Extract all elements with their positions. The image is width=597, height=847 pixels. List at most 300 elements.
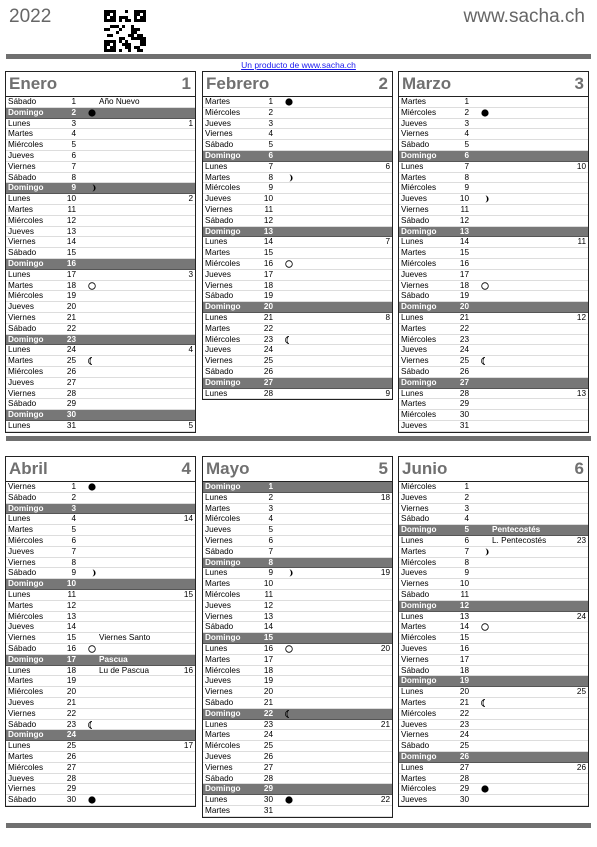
day-row (399, 730, 588, 741)
week-number: 15 (183, 589, 193, 599)
day-row (6, 227, 195, 238)
weekday-label: Lunes (205, 795, 228, 805)
day-number: 23 (66, 719, 76, 729)
day-row (203, 356, 392, 367)
day-row (6, 568, 195, 579)
weekday-label: Lunes (205, 237, 228, 247)
day-number: 22 (459, 323, 469, 333)
weekday-label: Miércoles (205, 741, 241, 751)
weekday-label: Lunes (401, 611, 424, 621)
weekday-label: Martes (401, 622, 427, 632)
month-header (6, 72, 195, 97)
day-number: 29 (66, 399, 76, 409)
day-row (203, 248, 392, 259)
day-number: 18 (459, 280, 469, 290)
day-number: 23 (459, 334, 469, 344)
day-row (6, 752, 195, 763)
weekday-label: Martes (401, 248, 427, 258)
day-number: 11 (264, 204, 273, 214)
weekday-label: Miércoles (401, 482, 437, 491)
weekday-label: Martes (8, 356, 34, 366)
weekday-label: Miércoles (8, 535, 44, 545)
day-row (203, 259, 392, 270)
weekday-label: Viernes (401, 654, 429, 664)
day-number: 16 (66, 258, 76, 268)
day-row (399, 129, 588, 140)
week-number: 22 (380, 795, 390, 805)
day-number: 28 (263, 773, 273, 783)
weekday-label: Domingo (8, 183, 44, 193)
weekday-label: Jueves (401, 719, 427, 729)
day-number: 7 (71, 161, 76, 171)
day-row (203, 612, 392, 623)
day-number: 26 (66, 366, 76, 376)
site-label: www.sacha.ch (463, 6, 585, 27)
day-number: 16 (66, 643, 76, 653)
week-number: 11 (577, 237, 586, 247)
day-row (6, 399, 195, 410)
day-number: 24 (263, 345, 273, 355)
week-number: 4 (188, 345, 193, 355)
weekday-label: Sábado (205, 697, 234, 707)
week-number: 1 (188, 118, 193, 128)
weekday-label: Miércoles (205, 665, 241, 675)
week-number: 24 (576, 611, 586, 621)
day-row (203, 205, 392, 216)
day-number: 17 (263, 654, 273, 664)
weekday-label: Domingo (8, 334, 44, 344)
day-number: 17 (459, 269, 469, 279)
day-row (203, 291, 392, 302)
day-number: 6 (464, 150, 469, 160)
day-number: 3 (268, 503, 273, 513)
day-number: 11 (460, 204, 469, 214)
week-number: 10 (576, 161, 586, 171)
day-row (399, 324, 588, 335)
day-number: 24 (66, 730, 76, 740)
day-number: 22 (263, 708, 273, 718)
day-number: 21 (66, 697, 76, 707)
week-number: 12 (576, 312, 586, 322)
holiday-label: Pentecostés (492, 525, 541, 535)
day-row (399, 514, 588, 525)
weekday-label: Martes (8, 280, 34, 290)
weekday-label: Domingo (401, 302, 437, 312)
day-row (399, 367, 588, 378)
divider (6, 54, 591, 59)
weekday-label: Jueves (401, 568, 427, 578)
week-number: 26 (576, 762, 586, 772)
day-number: 23 (66, 334, 76, 344)
day-row (399, 525, 588, 536)
day-number: 24 (459, 730, 469, 740)
day-row (399, 291, 588, 302)
day-row (203, 367, 392, 378)
day-number: 12 (263, 215, 273, 225)
weekday-label: Domingo (205, 302, 241, 312)
weekday-label: Martes (8, 129, 34, 139)
day-number: 1 (268, 482, 273, 491)
day-number: 4 (268, 514, 273, 524)
day-row (203, 302, 392, 313)
day-number: 9 (71, 568, 76, 578)
day-row (6, 482, 195, 493)
day-row (203, 335, 392, 346)
weekday-label: Sábado (401, 665, 430, 675)
weekday-label: Lunes (205, 312, 228, 322)
weekday-label: Sábado (401, 589, 430, 599)
day-row (203, 676, 392, 687)
day-row (6, 590, 195, 601)
weekday-label: Jueves (401, 194, 427, 204)
weekday-label: Martes (8, 525, 34, 535)
day-number: 21 (459, 697, 469, 707)
month-number: 4 (181, 459, 191, 478)
day-row (399, 183, 588, 194)
day-row (6, 356, 195, 367)
day-number: 10 (263, 579, 273, 589)
day-row (203, 666, 392, 677)
day-number: 20 (66, 302, 76, 312)
day-number: 15 (263, 248, 273, 258)
weekday-label: Sábado (401, 514, 430, 524)
first-quarter-moon-icon (481, 195, 489, 203)
day-row (6, 622, 195, 633)
day-row (203, 129, 392, 140)
day-row (203, 806, 392, 817)
weekday-label: Martes (401, 399, 427, 409)
day-row (399, 655, 588, 666)
weekday-label: Viernes (205, 129, 233, 139)
weekday-label: Miércoles (8, 687, 44, 697)
day-number: 18 (263, 280, 273, 290)
day-row (399, 345, 588, 356)
week-number: 25 (576, 687, 586, 697)
day-row (399, 248, 588, 259)
weekday-label: Sábado (8, 795, 37, 805)
weekday-label: Viernes (8, 482, 36, 491)
day-number: 17 (66, 269, 76, 279)
weekday-label: Sábado (8, 323, 37, 333)
day-row (6, 698, 195, 709)
day-row (6, 795, 195, 806)
day-row (399, 227, 588, 238)
day-row (203, 389, 392, 400)
day-number: 30 (66, 410, 76, 420)
weekday-label: Viernes (8, 708, 36, 718)
weekday-label: Viernes (205, 204, 233, 214)
day-number: 9 (268, 183, 273, 193)
day-number: 26 (459, 751, 469, 761)
weekday-label: Miércoles (205, 334, 241, 344)
day-row (6, 324, 195, 335)
day-number: 25 (66, 741, 76, 751)
day-number: 23 (459, 719, 469, 729)
weekday-label: Domingo (205, 226, 241, 236)
weekday-label: Viernes (8, 633, 36, 643)
weekday-label: Viernes (8, 388, 36, 398)
day-row (399, 687, 588, 698)
day-row (6, 547, 195, 558)
day-row (6, 676, 195, 687)
day-number: 5 (71, 140, 76, 150)
week-number: 21 (380, 719, 390, 729)
day-row (399, 622, 588, 633)
day-number: 27 (66, 377, 76, 387)
month-name: Febrero (206, 74, 270, 93)
month-abril (5, 456, 196, 807)
weekday-label: Domingo (205, 557, 241, 567)
day-number: 27 (459, 762, 469, 772)
day-row (203, 730, 392, 741)
weekday-label: Domingo (8, 107, 44, 117)
weekday-label: Domingo (8, 258, 44, 268)
day-number: 8 (268, 172, 273, 182)
day-number: 29 (66, 784, 76, 794)
weekday-label: Domingo (8, 503, 44, 513)
day-row (6, 378, 195, 389)
day-number: 6 (268, 150, 273, 160)
day-row (399, 547, 588, 558)
weekday-label: Viernes (205, 687, 233, 697)
day-number: 27 (263, 762, 273, 772)
weekday-label: Sábado (8, 492, 37, 502)
day-number: 3 (464, 118, 469, 128)
weekday-label: Lunes (205, 643, 228, 653)
day-number: 15 (66, 248, 76, 258)
day-number: 9 (464, 183, 469, 193)
weekday-label: Lunes (205, 719, 228, 729)
day-row (6, 129, 195, 140)
weekday-label: Jueves (401, 420, 427, 430)
weekday-label: Sábado (8, 643, 37, 653)
day-row (203, 140, 392, 151)
day-number: 22 (263, 323, 273, 333)
day-number: 29 (263, 784, 273, 794)
last-quarter-moon-icon (481, 357, 489, 365)
month-mayo (202, 456, 393, 818)
day-number: 31 (263, 805, 273, 815)
day-row (6, 335, 195, 346)
day-number: 11 (67, 589, 76, 599)
holiday-label: L. Pentecostés (492, 535, 547, 545)
weekday-label: Domingo (401, 150, 437, 160)
day-number: 7 (464, 161, 469, 171)
weekday-label: Domingo (401, 600, 437, 610)
day-row (399, 270, 588, 281)
day-number: 13 (459, 611, 469, 621)
day-row (6, 237, 195, 248)
day-row (203, 622, 392, 633)
day-row (203, 151, 392, 162)
day-row (203, 752, 392, 763)
week-number: 8 (385, 312, 390, 322)
weekday-label: Domingo (205, 784, 241, 794)
day-row (203, 720, 392, 731)
weekday-label: Miércoles (205, 258, 241, 268)
day-number: 10 (263, 194, 273, 204)
day-row (6, 367, 195, 378)
weekday-label: Domingo (205, 633, 241, 643)
weekday-label: Lunes (8, 194, 31, 204)
full-moon-icon (285, 645, 293, 653)
day-number: 25 (459, 741, 469, 751)
weekday-label: Domingo (401, 226, 437, 236)
week-number: 5 (188, 420, 193, 430)
day-row (203, 774, 392, 785)
first-quarter-moon-icon (285, 569, 293, 577)
day-row (6, 644, 195, 655)
day-row (399, 709, 588, 720)
week-number: 23 (576, 535, 586, 545)
day-row (399, 558, 588, 569)
day-row (399, 590, 588, 601)
day-number: 25 (263, 741, 273, 751)
weekday-label: Jueves (401, 492, 427, 502)
day-number: 26 (263, 751, 273, 761)
new-moon-icon (88, 109, 96, 117)
week-number: 9 (385, 388, 390, 398)
day-number: 30 (459, 795, 469, 805)
weekday-label: Jueves (205, 118, 231, 128)
weekday-label: Viernes (205, 535, 233, 545)
day-number: 1 (71, 482, 76, 491)
day-number: 12 (459, 215, 469, 225)
day-number: 10 (459, 194, 469, 204)
weekday-label: Viernes (205, 356, 233, 366)
day-row (6, 558, 195, 569)
new-moon-icon (481, 109, 489, 117)
day-row (203, 194, 392, 205)
weekday-label: Jueves (401, 345, 427, 355)
weekday-label: Martes (205, 172, 231, 182)
day-number: 15 (66, 633, 76, 643)
weekday-label: Martes (205, 248, 231, 258)
weekday-label: Viernes (205, 280, 233, 290)
first-quarter-moon-icon (88, 569, 96, 577)
day-number: 25 (66, 356, 76, 366)
week-number: 17 (183, 741, 193, 751)
day-number: 24 (459, 345, 469, 355)
week-number: 19 (380, 568, 390, 578)
day-row (399, 162, 588, 173)
day-row (399, 633, 588, 644)
day-number: 25 (263, 356, 273, 366)
weekday-label: Viernes (8, 312, 36, 322)
day-row (399, 421, 588, 432)
day-number: 14 (66, 237, 76, 247)
day-row (203, 237, 392, 248)
day-number: 30 (459, 410, 469, 420)
weekday-label: Miércoles (8, 140, 44, 150)
weekday-label: Lunes (401, 312, 424, 322)
day-number: 13 (263, 226, 273, 236)
weekday-label: Domingo (205, 150, 241, 160)
day-row (203, 493, 392, 504)
day-row (399, 752, 588, 763)
weekday-label: Miércoles (401, 183, 437, 193)
weekday-label: Lunes (401, 388, 424, 398)
day-row (399, 281, 588, 292)
day-row (6, 720, 195, 731)
weekday-label: Sábado (8, 248, 37, 258)
weekday-label: Martes (205, 323, 231, 333)
day-number: 15 (459, 633, 469, 643)
day-row (6, 504, 195, 515)
day-row (399, 119, 588, 130)
weekday-label: Viernes (401, 579, 429, 589)
day-row (399, 698, 588, 709)
weekday-label: Miércoles (8, 762, 44, 772)
day-row (203, 173, 392, 184)
day-number: 8 (268, 557, 273, 567)
day-row (203, 644, 392, 655)
day-row (399, 97, 588, 108)
weekday-label: Miércoles (8, 215, 44, 225)
day-number: 9 (464, 568, 469, 578)
weekday-label: Jueves (205, 345, 231, 355)
day-row (6, 194, 195, 205)
weekday-label: Miércoles (8, 366, 44, 376)
day-row (6, 302, 195, 313)
day-number: 4 (71, 514, 76, 524)
day-number: 12 (263, 600, 273, 610)
day-row (6, 259, 195, 270)
weekday-label: Viernes (8, 161, 36, 171)
weekday-label: Domingo (401, 377, 437, 387)
day-number: 8 (71, 557, 76, 567)
weekday-label: Jueves (205, 269, 231, 279)
weekday-label: Sábado (401, 741, 430, 751)
week-number: 3 (188, 269, 193, 279)
tagline-link[interactable]: Un producto de www.sacha.ch (241, 60, 356, 70)
day-row (203, 687, 392, 698)
day-number: 26 (66, 751, 76, 761)
weekday-label: Jueves (8, 377, 34, 387)
last-quarter-moon-icon (285, 710, 293, 718)
weekday-label: Miércoles (401, 107, 437, 117)
day-number: 4 (464, 514, 469, 524)
week-number: 2 (188, 194, 193, 204)
weekday-label: Viernes (401, 204, 429, 214)
month-number: 6 (574, 459, 584, 478)
day-number: 23 (263, 334, 273, 344)
day-row (6, 97, 195, 108)
day-row (399, 493, 588, 504)
weekday-label: Domingo (401, 525, 437, 535)
weekday-label: Lunes (8, 589, 31, 599)
day-number: 16 (263, 643, 273, 653)
day-number: 19 (66, 291, 76, 301)
weekday-label: Domingo (8, 730, 44, 740)
day-row (6, 709, 195, 720)
weekday-label: Jueves (401, 118, 427, 128)
day-row (6, 579, 195, 590)
weekday-label: Lunes (401, 237, 424, 247)
day-number: 21 (459, 312, 469, 322)
weekday-label: Viernes (401, 503, 429, 513)
day-row (203, 590, 392, 601)
day-number: 21 (263, 697, 273, 707)
day-row (203, 504, 392, 515)
full-moon-icon (481, 623, 489, 631)
weekday-label: Miércoles (401, 784, 437, 794)
day-number: 1 (464, 97, 469, 106)
day-number: 7 (268, 161, 273, 171)
day-row (203, 97, 392, 108)
day-row (203, 633, 392, 644)
weekday-label: Viernes (8, 557, 36, 567)
